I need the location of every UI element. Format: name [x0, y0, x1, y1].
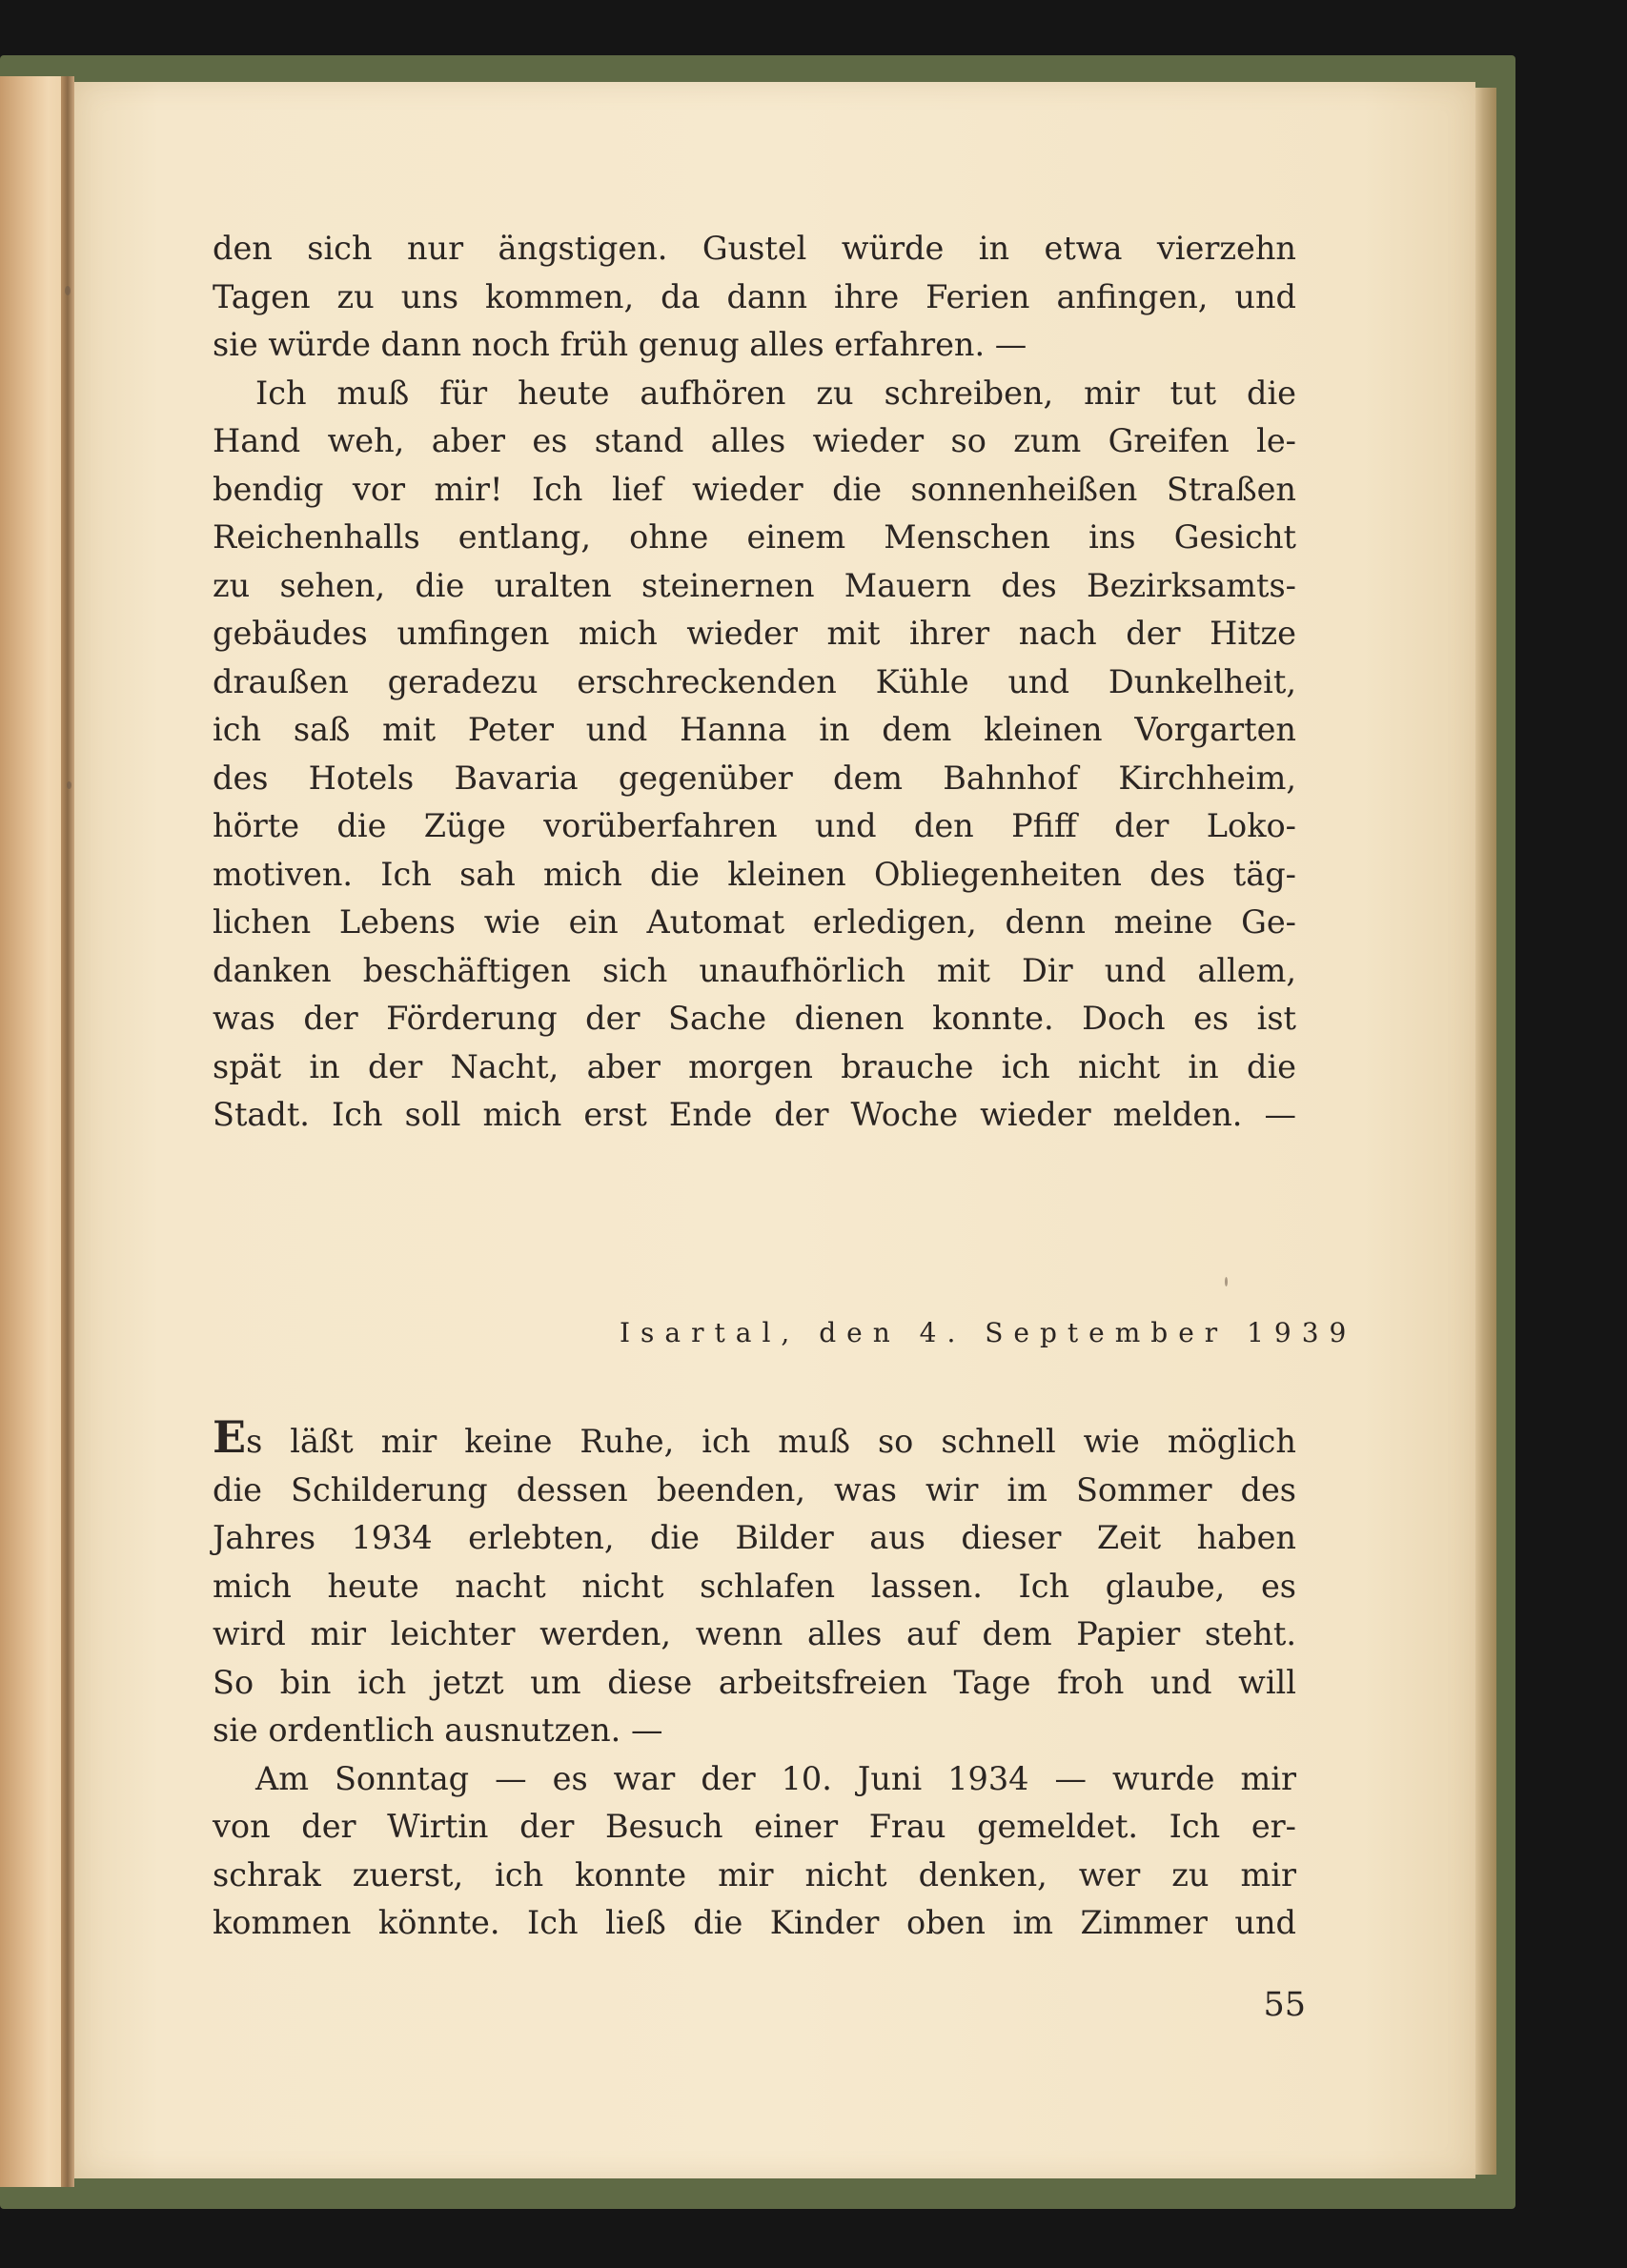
text-line: Tagen zu uns kommen, da dann ihre Ferien anfingen, und — [213, 277, 1296, 315]
text-line: sie würde dann noch früh genug alles erfahren. — — [213, 326, 1027, 363]
page-number: 55 — [1263, 1986, 1306, 2024]
text-line: von der Wirtin der Besuch einer Frau gemeldet. Ich er- — [213, 1808, 1296, 1845]
paper-speck — [67, 781, 71, 789]
text-line: So bin ich jetzt um diese arbeitsfreien Tage froh und will — [213, 1663, 1296, 1701]
drop-cap-letter: E — [213, 1411, 247, 1463]
text-line: Hand weh, aber es stand alles wieder so zum Greifen le- — [213, 422, 1296, 459]
text-line: gebäudes umfingen mich wieder mit ihrer nach der Hitze — [213, 615, 1296, 652]
text-line: Jahres 1934 erlebten, die Bilder aus dieser Zeit haben — [213, 1519, 1296, 1556]
text-line: die Schilderung dessen beenden, was wir im Sommer des — [213, 1470, 1296, 1509]
page-stack-edge — [1475, 88, 1496, 2175]
text-line: kommen könnte. Ich ließ die Kinder oben im Zimmer und — [213, 1904, 1296, 1941]
text-line: motiven. Ich sah mich die kleinen Obliegenheiten des täg- — [213, 855, 1296, 893]
text-line: Am Sonntag — es war der 10. Juni 1934 — wurde mir — [255, 1759, 1296, 1797]
text-line: sie ordentlich ausnutzen. — — [213, 1711, 663, 1749]
text-line: den sich nur ängstigen. Gustel würde in etwa vierzehn — [213, 230, 1296, 267]
text-line-rest: s läßt mir keine Ruhe, ich muß so schnell wie möglich — [246, 1423, 1296, 1460]
text-line: hörte die Züge vorüberfahren und den Pfiff der Loko- — [213, 807, 1296, 844]
text-line: schrak zuerst, ich konnte mir nicht denken, wer zu mir — [213, 1855, 1296, 1893]
text-line: draußen geradezu erschreckenden Kühle und Dunkelheit, — [213, 662, 1296, 700]
text-line: lichen Lebens wie ein Automat erledigen, denn meine Ge- — [213, 903, 1296, 941]
dateline-heading: Isartal, den 4. September 1939 — [620, 1317, 1357, 1348]
book-gutter — [61, 76, 74, 2187]
text-line: Ich muß für heute aufhören zu schreiben, mir tut die — [255, 374, 1296, 412]
text-line: Reichenhalls entlang, ohne einem Menschen ins Gesicht — [213, 518, 1296, 556]
paper-speck — [1225, 1277, 1228, 1286]
text-line: ich saß mit Peter und Hanna in dem kleinen Vorgarten — [213, 711, 1296, 748]
paper-speck — [65, 286, 71, 295]
text-line: spät in der Nacht, aber morgen brauche ich nicht in die — [213, 1047, 1296, 1085]
text-line: was der Förderung der Sache dienen konnte. Doch es ist — [213, 1000, 1296, 1037]
left-page-edge — [0, 76, 69, 2187]
text-line: bendig vor mir! Ich lief wieder die sonnenheißen Straßen — [213, 470, 1296, 508]
text-line-with-dropcap — [213, 1411, 1296, 1467]
text-block-bottom — [213, 1411, 1296, 1948]
text-line: Stadt. Ich soll mich erst Ende der Woche wieder melden. — — [213, 1096, 1296, 1133]
text-line: des Hotels Bavaria gegenüber dem Bahnhof Kirchheim, — [213, 759, 1296, 797]
text-line: zu sehen, die uralten steinernen Mauern des Bezirksamts- — [213, 566, 1296, 604]
text-line: danken beschäftigen sich unaufhörlich mit Dir und allem, — [213, 951, 1296, 989]
text-block-top — [213, 225, 1296, 1140]
text-line: wird mir leichter werden, wenn alles auf dem Papier steht. — [213, 1615, 1296, 1652]
text-line: mich heute nacht nicht schlafen lassen. Ich glaube, es — [213, 1567, 1296, 1605]
